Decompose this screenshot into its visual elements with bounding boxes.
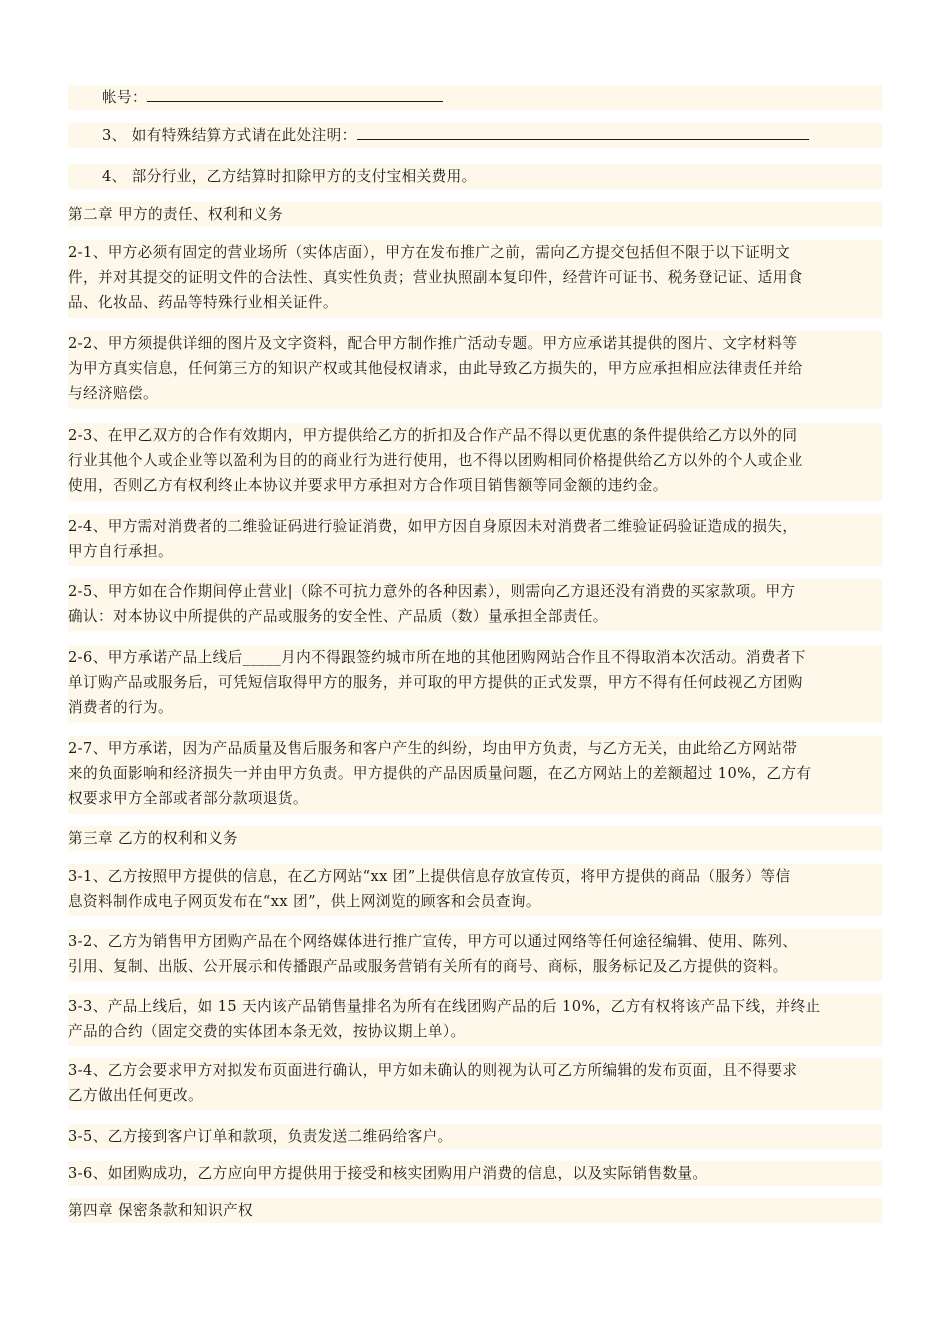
item3-line <box>68 123 882 148</box>
paragraph-3-6: 3-6、如团购成功，乙方应向甲方提供用于接受和核实团购用户消费的信息，以及实际销售数量。 <box>68 1161 882 1186</box>
text-line: 品、化妆品、药品等特殊行业相关证件。 <box>68 294 338 311</box>
text-line: 产品的合约（固定交费的实体团本条无效，按协议期上单）。 <box>68 1023 466 1040</box>
text-line: 单订购产品或服务后，可凭短信取得甲方的服务，并可取的甲方提供的正式发票，甲方不得有任何歧视乙方团购 <box>68 674 803 691</box>
account-blank[interactable] <box>147 85 443 102</box>
text-line: 3-1、乙方按照甲方提供的信息，在乙方网站“xx 团”上提供信息存放宣传页，将甲方提供的商品（服务）等信 <box>68 868 791 885</box>
text-line: 3-2、乙方为销售甲方团购产品在个网络媒体进行推广宣传，甲方可以通过网络等任何途径编辑、使用、陈列、 <box>68 933 798 950</box>
text-line: 权要求甲方全部或者部分款项退货。 <box>68 790 308 807</box>
item4-line: 4、 部分行业，乙方结算时扣除甲方的支付宝相关费用。 <box>68 164 882 189</box>
paragraph-2-2 <box>68 331 882 409</box>
account-label: 帐号： <box>102 89 147 106</box>
paragraph-2-1 <box>68 240 882 318</box>
text-line: 息资料制作成电子网页发布在“xx 团”，供上网浏览的顾客和会员查询。 <box>68 893 541 910</box>
text-line: 消费者的行为。 <box>68 699 173 716</box>
item3-blank[interactable] <box>357 123 809 140</box>
paragraph-2-5 <box>68 579 882 631</box>
paragraph-2-6 <box>68 645 882 723</box>
text-line: 来的负面影响和经济损失一并由甲方负责。甲方提供的产品因质量问题，在乙方网站上的差额超过 10%，乙方有 <box>68 765 812 782</box>
paragraph-3-1 <box>68 864 882 916</box>
text-line: 3-3、产品上线后，如 15 天内该产品销售量排名为所有在线团购产品的后 10%，乙方有权将该产品下线，并终止 <box>68 998 821 1015</box>
chapter3-title: 第三章 乙方的权利和义务 <box>68 826 882 851</box>
paragraph-3-5: 3-5、乙方接到客户订单和款项，负责发送二维码给客户。 <box>68 1124 882 1149</box>
paragraph-3-4 <box>68 1058 882 1110</box>
item3-label: 3、 如有特殊结算方式请在此处注明： <box>102 127 357 144</box>
chapter4-title: 第四章 保密条款和知识产权 <box>68 1198 882 1223</box>
text-line: 2-4、甲方需对消费者的二维验证码进行验证消费，如甲方因自身原因未对消费者二维验证码验证造成的损失， <box>68 518 798 535</box>
text-line: 2-6、甲方承诺产品上线后_____月内不得跟签约城市所在地的其他团购网站合作且不得取消本次活动。消费者下 <box>68 649 806 666</box>
text-line: 2-7、甲方承诺，因为产品质量及售后服务和客户产生的纠纷，均由甲方负责，与乙方无关，由此给乙方网站带 <box>68 740 798 757</box>
text-line: 3-4、乙方会要求甲方对拟发布页面进行确认，甲方如未确认的则视为认可乙方所编辑的发布页面，且不得要求 <box>68 1062 798 1079</box>
text-line: 引用、复制、出版、公开展示和传播跟产品或服务营销有关所有的商号、商标，服务标记及乙方提供的资料。 <box>68 958 788 975</box>
text-line: 与经济赔偿。 <box>68 385 158 402</box>
text-line: 件，并对其提交的证明文件的合法性、真实性负责；营业执照副本复印件，经营许可证书、税务登记证、适用食 <box>68 269 803 286</box>
text-line: 乙方做出任何更改。 <box>68 1087 203 1104</box>
text-line: 使用，否则乙方有权利终止本协议并要求甲方承担对方合作项目销售额等同金额的违约金。 <box>68 477 668 494</box>
account-line <box>68 85 882 110</box>
text-line: 为甲方真实信息，任何第三方的知识产权或其他侵权请求，由此导致乙方损失的，甲方应承担相应法律责任并给 <box>68 360 803 377</box>
text-line: 甲方自行承担。 <box>68 543 173 560</box>
text-line: 行业其他个人或企业等以盈利为目的的商业行为进行使用，也不得以团购相同价格提供给乙方以外的个人或企业 <box>68 452 803 469</box>
paragraph-3-3 <box>68 994 882 1046</box>
paragraph-2-3 <box>68 423 882 501</box>
paragraph-2-7 <box>68 736 882 814</box>
text-line: 2-1、甲方必须有固定的营业场所（实体店面），甲方在发布推广之前，需向乙方提交包括但不限于以下证明文 <box>68 244 791 261</box>
text-line: 确认：对本协议中所提供的产品或服务的安全性、产品质（数）量承担全部责任。 <box>68 608 608 625</box>
text-line: 2-2、甲方须提供详细的图片及文字资料，配合甲方制作推广活动专题。甲方应承诺其提供的图片、文字材料等 <box>68 335 798 352</box>
text-line: 2-3、在甲乙双方的合作有效期内，甲方提供给乙方的折扣及合作产品不得以更优惠的条件提供给乙方以外的同 <box>68 427 798 444</box>
paragraph-3-2 <box>68 929 882 981</box>
text-line: 2-5、甲方如在合作期间停止营业|（除不可抗力意外的各种因素），则需向乙方退还没有消费的买家款项。甲方 <box>68 583 796 600</box>
paragraph-2-4 <box>68 514 882 566</box>
chapter2-title: 第二章 甲方的责任、权利和义务 <box>68 202 882 227</box>
